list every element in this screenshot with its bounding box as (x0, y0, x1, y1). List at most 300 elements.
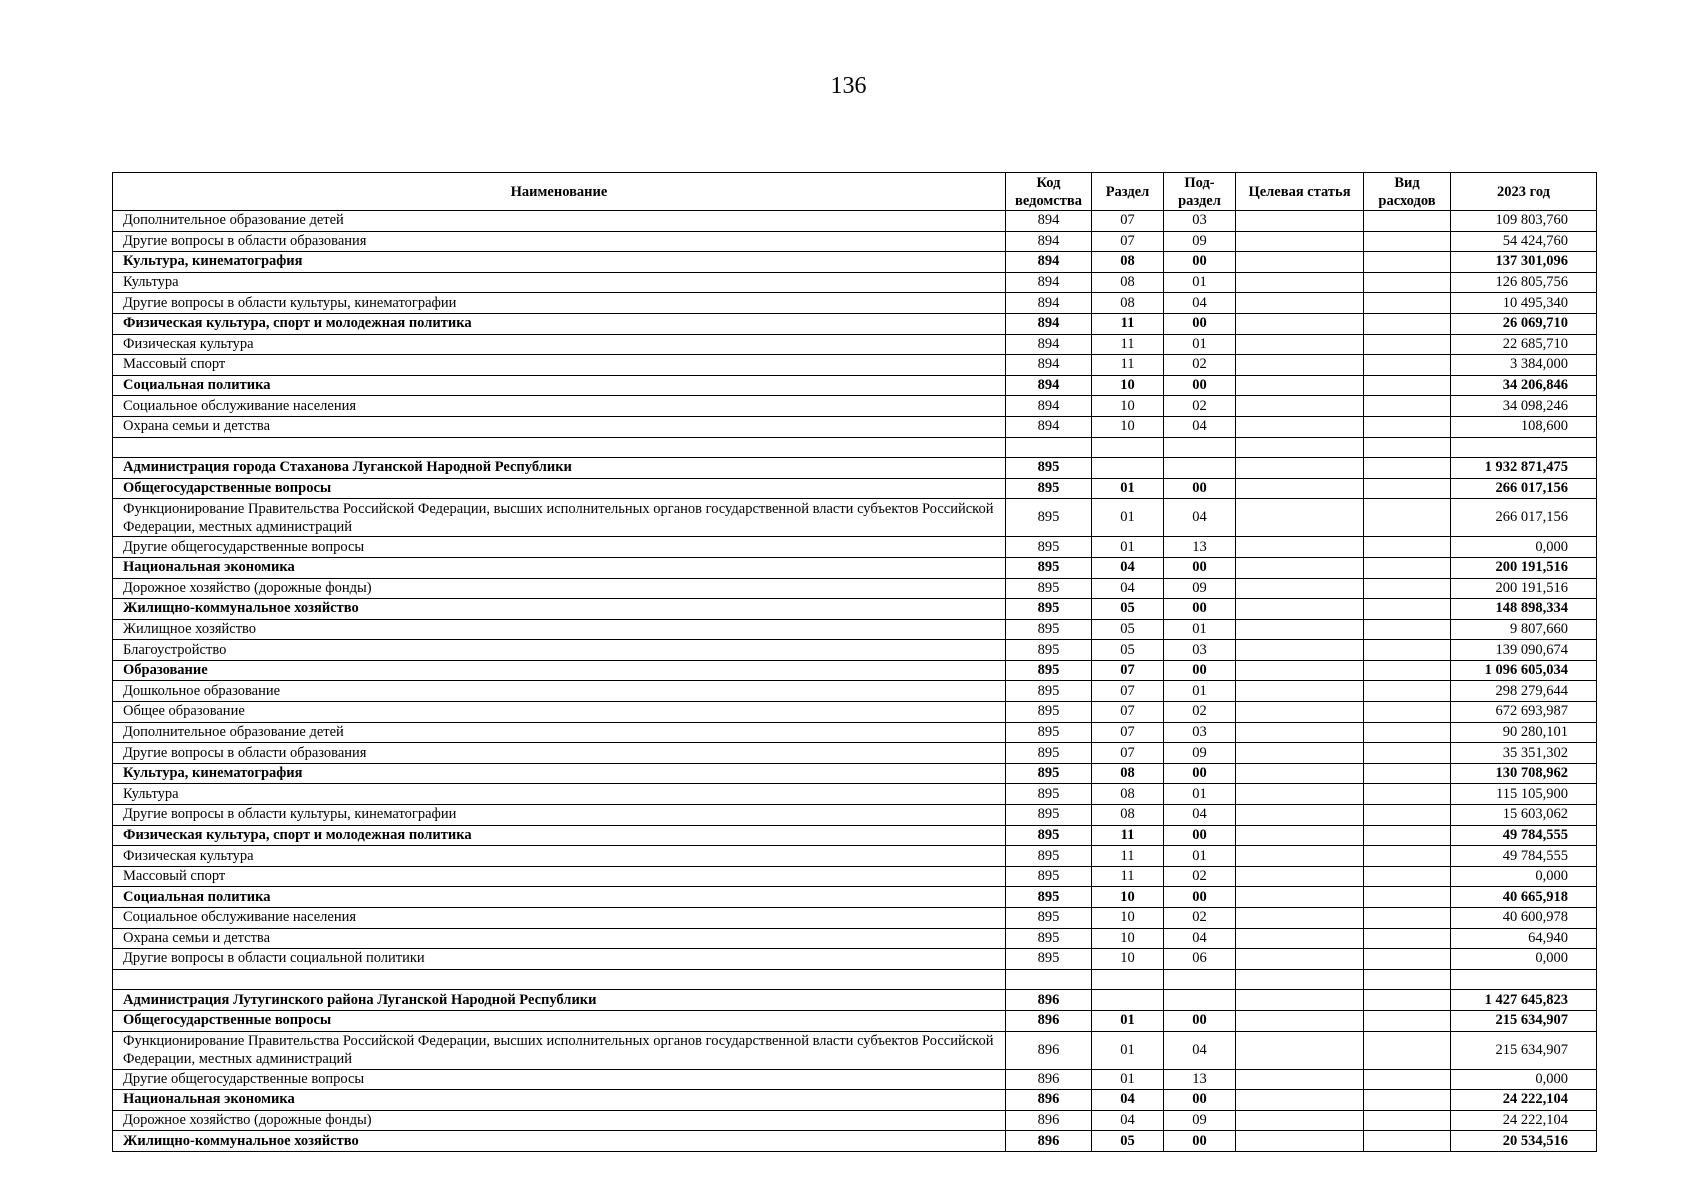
cell-kod: 894 (1006, 334, 1092, 355)
table-row (113, 272, 1597, 293)
header-tselevaya: Целевая статья (1236, 173, 1364, 211)
cell-kod: 895 (1006, 557, 1092, 578)
cell-kod: 895 (1006, 866, 1092, 887)
table-row (113, 313, 1597, 334)
cell-podrazdel: 01 (1164, 784, 1236, 805)
cell-name: Физическая культура (113, 334, 1006, 355)
cell-vid (1364, 252, 1451, 273)
cell-kod (1006, 437, 1092, 458)
cell-name: Охрана семьи и детства (113, 928, 1006, 949)
cell-podrazdel: 00 (1164, 478, 1236, 499)
cell-value: 9 807,660 (1451, 619, 1597, 640)
cell-razdel: 10 (1092, 949, 1164, 970)
cell-kod: 894 (1006, 396, 1092, 417)
table-row (113, 866, 1597, 887)
cell-razdel: 08 (1092, 252, 1164, 273)
cell-razdel (1092, 990, 1164, 1011)
cell-vid (1364, 396, 1451, 417)
cell-tselevaya (1236, 272, 1364, 293)
header-podrazdel: Под-раздел (1164, 173, 1236, 211)
cell-razdel (1092, 458, 1164, 479)
cell-tselevaya (1236, 908, 1364, 929)
table-row (113, 681, 1597, 702)
cell-name: Физическая культура, спорт и молодежная политика (113, 825, 1006, 846)
cell-podrazdel (1164, 437, 1236, 458)
table-row (113, 416, 1597, 437)
cell-tselevaya (1236, 458, 1364, 479)
cell-value: 24 222,104 (1451, 1090, 1597, 1111)
cell-tselevaya (1236, 640, 1364, 661)
cell-value: 200 191,516 (1451, 578, 1597, 599)
cell-razdel: 07 (1092, 722, 1164, 743)
cell-value: 35 351,302 (1451, 743, 1597, 764)
cell-podrazdel: 04 (1164, 805, 1236, 826)
header-name: Наименование (113, 173, 1006, 211)
cell-podrazdel: 09 (1164, 743, 1236, 764)
cell-vid (1364, 211, 1451, 232)
cell-razdel: 05 (1092, 599, 1164, 620)
cell-name: Массовый спорт (113, 866, 1006, 887)
cell-podrazdel: 02 (1164, 396, 1236, 417)
cell-value: 108,600 (1451, 416, 1597, 437)
table-row (113, 557, 1597, 578)
cell-value: 3 384,000 (1451, 355, 1597, 376)
cell-name: Дорожное хозяйство (дорожные фонды) (113, 1110, 1006, 1131)
table-row (113, 660, 1597, 681)
cell-value (1451, 437, 1597, 458)
header-year: 2023 год (1451, 173, 1597, 211)
cell-name: Другие вопросы в области культуры, кинематографии (113, 805, 1006, 826)
cell-kod: 895 (1006, 702, 1092, 723)
cell-vid (1364, 743, 1451, 764)
cell-razdel: 04 (1092, 1090, 1164, 1111)
cell-podrazdel: 02 (1164, 355, 1236, 376)
cell-kod: 895 (1006, 619, 1092, 640)
cell-name: Массовый спорт (113, 355, 1006, 376)
cell-vid (1364, 578, 1451, 599)
table-body (113, 211, 1597, 1152)
cell-vid (1364, 640, 1451, 661)
cell-name (113, 437, 1006, 458)
cell-kod: 894 (1006, 252, 1092, 273)
cell-value: 115 105,900 (1451, 784, 1597, 805)
table-row (113, 334, 1597, 355)
cell-kod: 895 (1006, 537, 1092, 558)
cell-name: Другие вопросы в области социальной политики (113, 949, 1006, 970)
cell-tselevaya (1236, 846, 1364, 867)
table-row (113, 949, 1597, 970)
cell-kod: 895 (1006, 928, 1092, 949)
cell-kod: 895 (1006, 763, 1092, 784)
cell-razdel: 01 (1092, 478, 1164, 499)
table-row (113, 1010, 1597, 1031)
cell-name: Физическая культура, спорт и молодежная политика (113, 313, 1006, 334)
cell-tselevaya (1236, 478, 1364, 499)
cell-value: 1 096 605,034 (1451, 660, 1597, 681)
cell-value: 10 495,340 (1451, 293, 1597, 314)
cell-value: 126 805,756 (1451, 272, 1597, 293)
cell-vid (1364, 619, 1451, 640)
table-row (113, 722, 1597, 743)
cell-name: Образование (113, 660, 1006, 681)
cell-vid (1364, 805, 1451, 826)
cell-vid (1364, 499, 1451, 537)
cell-podrazdel: 04 (1164, 293, 1236, 314)
table-row (113, 578, 1597, 599)
cell-podrazdel: 00 (1164, 763, 1236, 784)
header-kod: Код ведомства (1006, 173, 1092, 211)
cell-vid (1364, 416, 1451, 437)
table-row (113, 846, 1597, 867)
cell-name: Национальная экономика (113, 557, 1006, 578)
cell-name: Общее образование (113, 702, 1006, 723)
cell-tselevaya (1236, 825, 1364, 846)
table-row (113, 396, 1597, 417)
cell-value: 54 424,760 (1451, 231, 1597, 252)
cell-vid (1364, 599, 1451, 620)
cell-value: 0,000 (1451, 949, 1597, 970)
cell-kod: 894 (1006, 211, 1092, 232)
cell-name: Жилищно-коммунальное хозяйство (113, 599, 1006, 620)
cell-value: 139 090,674 (1451, 640, 1597, 661)
table-row (113, 825, 1597, 846)
cell-tselevaya (1236, 969, 1364, 990)
cell-podrazdel: 03 (1164, 640, 1236, 661)
cell-value: 148 898,334 (1451, 599, 1597, 620)
cell-name: Дорожное хозяйство (дорожные фонды) (113, 578, 1006, 599)
cell-name: Культура, кинематография (113, 252, 1006, 273)
cell-kod: 894 (1006, 231, 1092, 252)
cell-razdel: 05 (1092, 619, 1164, 640)
cell-kod: 894 (1006, 272, 1092, 293)
table-row (113, 437, 1597, 458)
cell-name: Общегосударственные вопросы (113, 478, 1006, 499)
cell-kod: 895 (1006, 784, 1092, 805)
cell-tselevaya (1236, 252, 1364, 273)
cell-name: Национальная экономика (113, 1090, 1006, 1111)
cell-name: Администрация города Стаханова Луганской Народной Республики (113, 458, 1006, 479)
cell-name: Общегосударственные вопросы (113, 1010, 1006, 1031)
table-row (113, 375, 1597, 396)
cell-value: 137 301,096 (1451, 252, 1597, 273)
cell-tselevaya (1236, 928, 1364, 949)
cell-value: 49 784,555 (1451, 825, 1597, 846)
cell-kod: 896 (1006, 1069, 1092, 1090)
cell-kod: 895 (1006, 908, 1092, 929)
cell-podrazdel: 00 (1164, 313, 1236, 334)
cell-name: Культура (113, 784, 1006, 805)
cell-kod: 896 (1006, 1010, 1092, 1031)
cell-vid (1364, 784, 1451, 805)
cell-value: 0,000 (1451, 1069, 1597, 1090)
cell-value: 130 708,962 (1451, 763, 1597, 784)
cell-vid (1364, 557, 1451, 578)
cell-podrazdel: 13 (1164, 537, 1236, 558)
cell-tselevaya (1236, 702, 1364, 723)
cell-vid (1364, 458, 1451, 479)
cell-razdel: 04 (1092, 557, 1164, 578)
cell-tselevaya (1236, 1010, 1364, 1031)
cell-podrazdel: 00 (1164, 1090, 1236, 1111)
cell-name: Благоустройство (113, 640, 1006, 661)
cell-podrazdel: 03 (1164, 722, 1236, 743)
cell-razdel (1092, 437, 1164, 458)
cell-kod: 894 (1006, 375, 1092, 396)
cell-kod: 895 (1006, 578, 1092, 599)
cell-name: Социальная политика (113, 887, 1006, 908)
cell-vid (1364, 702, 1451, 723)
cell-name: Жилищное хозяйство (113, 619, 1006, 640)
cell-tselevaya (1236, 990, 1364, 1011)
cell-podrazdel: 00 (1164, 599, 1236, 620)
cell-tselevaya (1236, 1031, 1364, 1069)
cell-podrazdel: 04 (1164, 499, 1236, 537)
cell-kod: 895 (1006, 681, 1092, 702)
cell-tselevaya (1236, 375, 1364, 396)
cell-kod: 896 (1006, 1031, 1092, 1069)
cell-razdel: 07 (1092, 231, 1164, 252)
cell-tselevaya (1236, 805, 1364, 826)
table-row (113, 702, 1597, 723)
cell-value: 200 191,516 (1451, 557, 1597, 578)
table-row (113, 784, 1597, 805)
table-row (113, 599, 1597, 620)
cell-vid (1364, 846, 1451, 867)
cell-name: Функционирование Правительства Российской Федерации, высших исполнительных органов государственной власти субъектов Российской Федерации, местных администраций (113, 499, 1006, 537)
cell-vid (1364, 660, 1451, 681)
cell-value: 15 603,062 (1451, 805, 1597, 826)
table-row (113, 1131, 1597, 1152)
cell-vid (1364, 1131, 1451, 1152)
cell-value: 1 932 871,475 (1451, 458, 1597, 479)
cell-value: 24 222,104 (1451, 1110, 1597, 1131)
cell-podrazdel: 00 (1164, 660, 1236, 681)
cell-vid (1364, 478, 1451, 499)
cell-value: 109 803,760 (1451, 211, 1597, 232)
cell-tselevaya (1236, 763, 1364, 784)
cell-podrazdel: 01 (1164, 846, 1236, 867)
cell-value: 298 279,644 (1451, 681, 1597, 702)
cell-name: Физическая культура (113, 846, 1006, 867)
cell-name: Другие вопросы в области образования (113, 231, 1006, 252)
cell-tselevaya (1236, 722, 1364, 743)
cell-vid (1364, 722, 1451, 743)
cell-razdel (1092, 969, 1164, 990)
cell-podrazdel: 01 (1164, 334, 1236, 355)
table-row (113, 640, 1597, 661)
cell-kod: 895 (1006, 478, 1092, 499)
cell-name: Дополнительное образование детей (113, 211, 1006, 232)
cell-tselevaya (1236, 211, 1364, 232)
cell-value: 64,940 (1451, 928, 1597, 949)
cell-kod: 894 (1006, 293, 1092, 314)
cell-tselevaya (1236, 396, 1364, 417)
cell-razdel: 01 (1092, 499, 1164, 537)
cell-tselevaya (1236, 1131, 1364, 1152)
cell-podrazdel: 04 (1164, 416, 1236, 437)
cell-name: Другие общегосударственные вопросы (113, 537, 1006, 558)
cell-tselevaya (1236, 578, 1364, 599)
table-row (113, 990, 1597, 1011)
cell-kod: 896 (1006, 1090, 1092, 1111)
cell-vid (1364, 293, 1451, 314)
cell-kod: 896 (1006, 1131, 1092, 1152)
cell-podrazdel: 03 (1164, 211, 1236, 232)
cell-podrazdel: 00 (1164, 1010, 1236, 1031)
cell-value: 90 280,101 (1451, 722, 1597, 743)
cell-razdel: 07 (1092, 743, 1164, 764)
cell-podrazdel: 00 (1164, 557, 1236, 578)
cell-podrazdel: 09 (1164, 1110, 1236, 1131)
cell-vid (1364, 375, 1451, 396)
cell-razdel: 07 (1092, 702, 1164, 723)
cell-podrazdel (1164, 969, 1236, 990)
cell-tselevaya (1236, 334, 1364, 355)
cell-kod: 895 (1006, 887, 1092, 908)
cell-kod: 894 (1006, 355, 1092, 376)
cell-vid (1364, 887, 1451, 908)
cell-value: 26 069,710 (1451, 313, 1597, 334)
cell-name: Социальная политика (113, 375, 1006, 396)
cell-value: 20 534,516 (1451, 1131, 1597, 1152)
cell-razdel: 01 (1092, 537, 1164, 558)
cell-value: 0,000 (1451, 866, 1597, 887)
cell-value: 34 206,846 (1451, 375, 1597, 396)
table-row (113, 928, 1597, 949)
page-number: 136 (830, 73, 867, 99)
cell-podrazdel: 04 (1164, 1031, 1236, 1069)
table-row (113, 231, 1597, 252)
cell-tselevaya (1236, 866, 1364, 887)
table-row (113, 619, 1597, 640)
cell-vid (1364, 1010, 1451, 1031)
table-row (113, 478, 1597, 499)
cell-podrazdel: 01 (1164, 681, 1236, 702)
cell-vid (1364, 908, 1451, 929)
cell-razdel: 11 (1092, 846, 1164, 867)
cell-name: Культура (113, 272, 1006, 293)
cell-name: Охрана семьи и детства (113, 416, 1006, 437)
cell-tselevaya (1236, 499, 1364, 537)
cell-tselevaya (1236, 599, 1364, 620)
cell-kod: 895 (1006, 949, 1092, 970)
table-row (113, 499, 1597, 537)
cell-vid (1364, 1031, 1451, 1069)
cell-podrazdel: 02 (1164, 702, 1236, 723)
cell-vid (1364, 681, 1451, 702)
cell-razdel: 10 (1092, 416, 1164, 437)
table-row (113, 1031, 1597, 1069)
cell-razdel: 10 (1092, 375, 1164, 396)
cell-tselevaya (1236, 619, 1364, 640)
cell-value: 40 600,978 (1451, 908, 1597, 929)
cell-vid (1364, 1110, 1451, 1131)
cell-tselevaya (1236, 355, 1364, 376)
cell-name: Социальное обслуживание населения (113, 908, 1006, 929)
table-row (113, 1110, 1597, 1131)
cell-tselevaya (1236, 1110, 1364, 1131)
cell-razdel: 11 (1092, 355, 1164, 376)
cell-razdel: 08 (1092, 805, 1164, 826)
table-row (113, 1090, 1597, 1111)
cell-tselevaya (1236, 313, 1364, 334)
cell-razdel: 11 (1092, 313, 1164, 334)
table-row (113, 908, 1597, 929)
cell-podrazdel: 13 (1164, 1069, 1236, 1090)
cell-razdel: 10 (1092, 928, 1164, 949)
table-row (113, 887, 1597, 908)
cell-name: Администрация Лутугинского района Луганской Народной Республики (113, 990, 1006, 1011)
cell-value: 215 634,907 (1451, 1010, 1597, 1031)
cell-razdel: 07 (1092, 211, 1164, 232)
cell-vid (1364, 537, 1451, 558)
cell-podrazdel: 00 (1164, 887, 1236, 908)
cell-tselevaya (1236, 1090, 1364, 1111)
cell-razdel: 01 (1092, 1010, 1164, 1031)
cell-kod: 895 (1006, 722, 1092, 743)
cell-razdel: 01 (1092, 1069, 1164, 1090)
cell-tselevaya (1236, 681, 1364, 702)
cell-kod: 894 (1006, 416, 1092, 437)
cell-tselevaya (1236, 949, 1364, 970)
cell-kod: 896 (1006, 1110, 1092, 1131)
cell-kod: 895 (1006, 846, 1092, 867)
cell-podrazdel: 04 (1164, 928, 1236, 949)
cell-razdel: 05 (1092, 1131, 1164, 1152)
cell-tselevaya (1236, 557, 1364, 578)
cell-tselevaya (1236, 784, 1364, 805)
cell-podrazdel: 01 (1164, 619, 1236, 640)
cell-razdel: 04 (1092, 578, 1164, 599)
cell-vid (1364, 1090, 1451, 1111)
cell-tselevaya (1236, 231, 1364, 252)
cell-vid (1364, 272, 1451, 293)
cell-podrazdel: 00 (1164, 252, 1236, 273)
table-row (113, 743, 1597, 764)
cell-vid (1364, 437, 1451, 458)
cell-tselevaya (1236, 416, 1364, 437)
cell-razdel: 11 (1092, 334, 1164, 355)
cell-vid (1364, 969, 1451, 990)
cell-name (113, 969, 1006, 990)
table-row (113, 537, 1597, 558)
table-row (113, 211, 1597, 232)
cell-kod: 894 (1006, 313, 1092, 334)
cell-vid (1364, 763, 1451, 784)
cell-tselevaya (1236, 660, 1364, 681)
cell-razdel: 11 (1092, 866, 1164, 887)
header-razdel: Раздел (1092, 173, 1164, 211)
cell-name: Дополнительное образование детей (113, 722, 1006, 743)
table-row (113, 805, 1597, 826)
cell-value: 34 098,246 (1451, 396, 1597, 417)
cell-name: Жилищно-коммунальное хозяйство (113, 1131, 1006, 1152)
cell-vid (1364, 866, 1451, 887)
cell-name: Другие вопросы в области культуры, кинематографии (113, 293, 1006, 314)
table-row (113, 252, 1597, 273)
cell-value: 0,000 (1451, 537, 1597, 558)
cell-value (1451, 969, 1597, 990)
cell-razdel: 10 (1092, 396, 1164, 417)
cell-razdel: 10 (1092, 908, 1164, 929)
cell-name: Функционирование Правительства Российской Федерации, высших исполнительных органов государственной власти субъектов Российской Федерации, местных администраций (113, 1031, 1006, 1069)
cell-vid (1364, 928, 1451, 949)
table-row (113, 969, 1597, 990)
cell-tselevaya (1236, 437, 1364, 458)
cell-razdel: 08 (1092, 293, 1164, 314)
cell-razdel: 07 (1092, 681, 1164, 702)
cell-value: 672 693,987 (1451, 702, 1597, 723)
